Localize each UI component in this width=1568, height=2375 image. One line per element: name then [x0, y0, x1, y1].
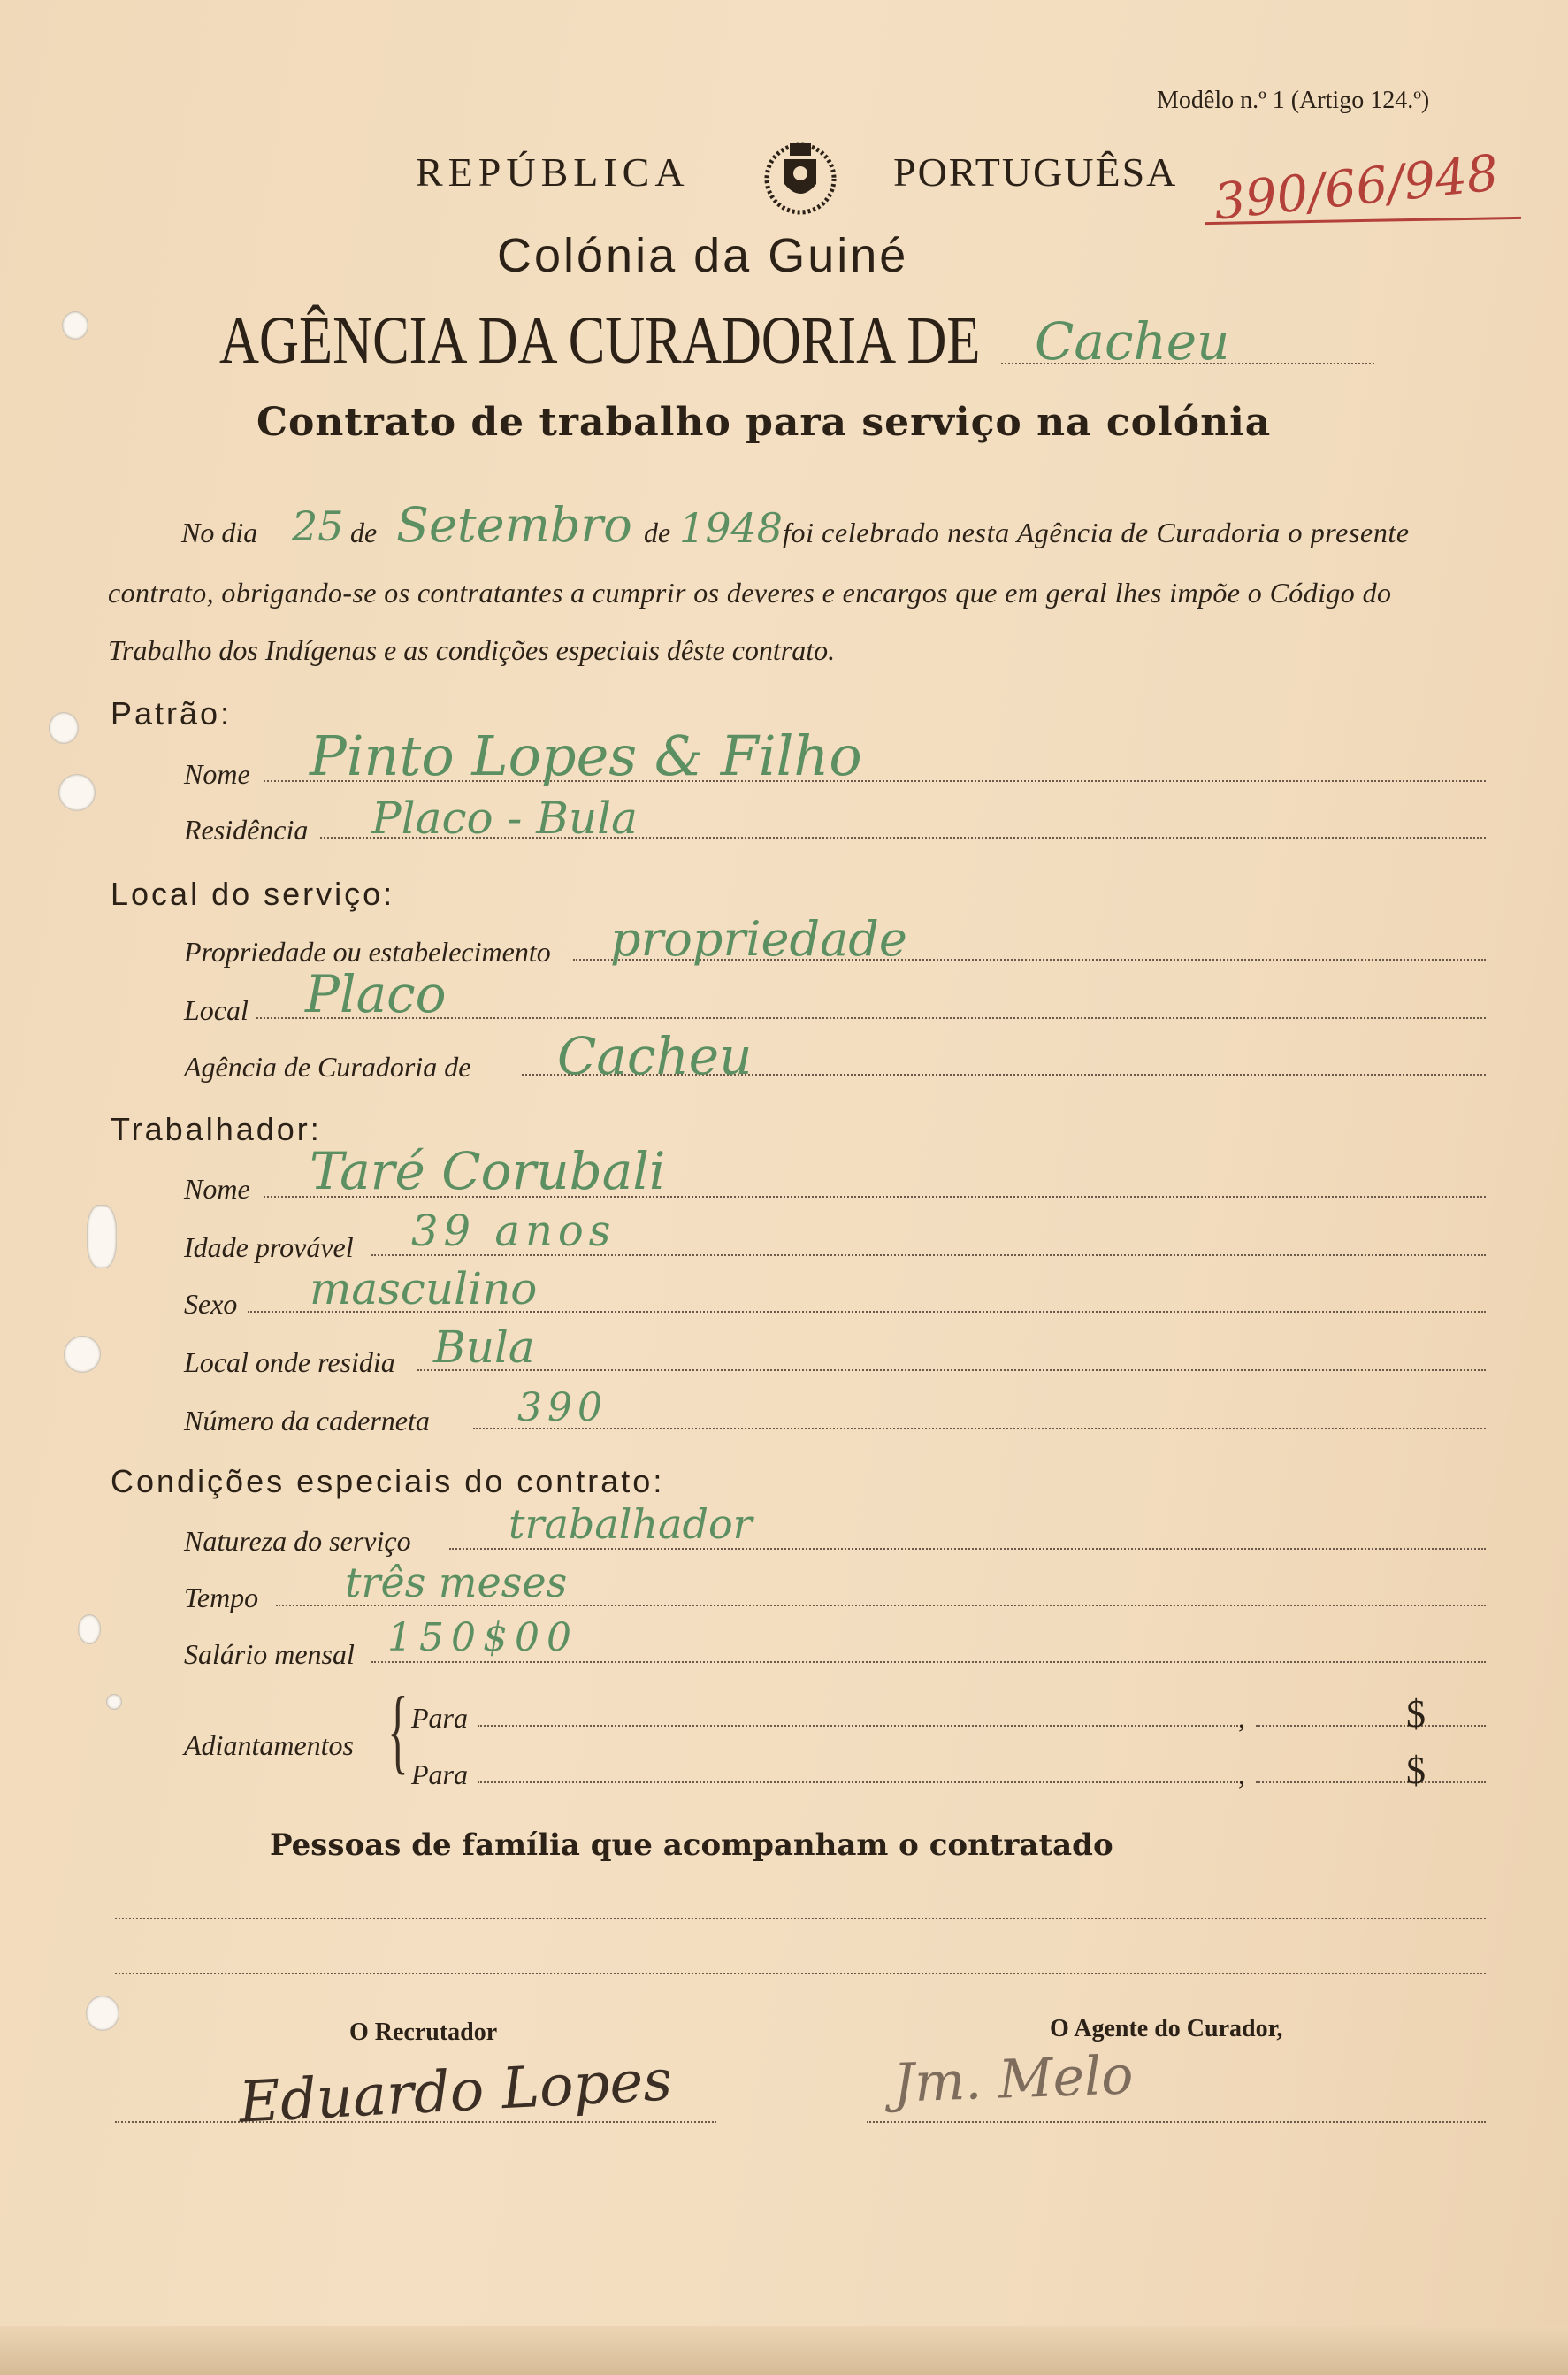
punch-hole: [106, 1694, 122, 1710]
residia-line: [417, 1369, 1486, 1371]
natureza-line: [449, 1548, 1486, 1550]
punch-hole: [86, 1996, 119, 2031]
para-comma-1: ,: [1238, 1702, 1245, 1734]
patrao-nome-label: Nome: [184, 758, 250, 790]
propriedade-value: propriedade: [610, 911, 907, 967]
recrutador-signature: Eduardo Lopes: [237, 2048, 674, 2136]
idade-label: Idade provável: [184, 1231, 354, 1263]
natureza-label: Natureza do serviço: [184, 1525, 411, 1557]
familia-line-1: [115, 1918, 1486, 1919]
agency-name: Cacheu: [1035, 311, 1230, 372]
patrao-heading: Patrão:: [111, 695, 233, 732]
agencia-value: Cacheu: [557, 1026, 753, 1086]
sexo-value: masculino: [310, 1263, 538, 1314]
local-value: Placo: [305, 964, 447, 1024]
intro-line3: Trabalho dos Indígenas e as condições especiais dêste contrato.: [108, 634, 836, 666]
para-comma-2: ,: [1238, 1758, 1245, 1790]
currency-sign-1: $: [1406, 1692, 1426, 1735]
trabalhador-nome-value: Taré Corubali: [310, 1141, 666, 1201]
idade-value: 39 anos: [411, 1207, 616, 1256]
propriedade-label: Propriedade ou estabelecimento: [184, 936, 551, 968]
caderneta-line: [473, 1428, 1486, 1429]
agencia-label: Agência de Curadoria de: [184, 1051, 471, 1083]
para-line-2: [478, 1781, 1238, 1783]
caderneta-value: 390: [517, 1385, 608, 1430]
coat-of-arms-icon: [747, 133, 853, 221]
condicoes-heading: Condições especiais do contrato:: [111, 1463, 665, 1499]
punch-hole: [62, 311, 88, 340]
local-label: Local: [184, 994, 249, 1026]
tempo-value: três meses: [345, 1559, 568, 1606]
reference-number: 390/66/948: [1211, 144, 1502, 232]
intro-month: Setembro: [396, 497, 632, 553]
model-number: Modêlo n.º 1 (Artigo 124.º): [1157, 87, 1430, 114]
adiantamentos-label: Adiantamentos: [184, 1729, 354, 1761]
intro-rest: foi celebrado nesta Agência de Curadoria o presente: [783, 517, 1410, 548]
para-label-2: Para: [411, 1758, 468, 1790]
republic-right: PORTUGUÊSA: [893, 149, 1178, 195]
residia-label: Local onde residia: [184, 1346, 395, 1378]
para-amount-line-2: [1256, 1781, 1486, 1783]
agente-signature-line: [867, 2121, 1486, 2123]
patrao-nome-value: Pinto Lopes & Filho: [310, 724, 862, 788]
punch-hole: [78, 1614, 101, 1644]
patrao-residencia-value: Placo - Bula: [371, 793, 638, 844]
agente-signature: Jm. Melo: [891, 2044, 1135, 2115]
natureza-value: trabalhador: [509, 1500, 753, 1548]
trabalhador-heading: Trabalhador:: [111, 1111, 322, 1147]
punch-hole: [58, 774, 96, 811]
residia-value: Bula: [433, 1322, 535, 1373]
punch-hole: [64, 1336, 101, 1373]
intro-de2: de: [644, 517, 671, 548]
sexo-label: Sexo: [184, 1288, 238, 1320]
tempo-label: Tempo: [184, 1582, 259, 1613]
trabalhador-nome-label: Nome: [184, 1173, 250, 1205]
intro-de1: de: [350, 517, 378, 548]
intro-no-dia: No dia: [181, 517, 258, 548]
caderneta-label: Número da caderneta: [184, 1405, 430, 1436]
familia-heading: Pessoas de família que acompanham o contratado: [270, 1827, 1113, 1863]
intro-line2: contrato, obrigando-se os contratantes a cumprir os deveres e encargos que em geral lhes impõe o Código do: [108, 577, 1392, 609]
currency-sign-2: $: [1406, 1749, 1426, 1792]
punch-hole: [49, 712, 79, 744]
para-label-1: Para: [411, 1702, 468, 1734]
adiantamentos-brace: {: [387, 1678, 409, 1783]
paper-bottom-edge: [0, 2326, 1568, 2375]
familia-line-2: [115, 1973, 1486, 1974]
local-servico-heading: Local do serviço:: [111, 876, 395, 912]
intro-day: 25: [292, 502, 344, 550]
para-amount-line-1: [1256, 1725, 1486, 1727]
recrutador-label: O Recrutador: [349, 2019, 498, 2046]
contract-title: Contrato de trabalho para serviço na colónia: [256, 400, 1272, 445]
para-line-1: [478, 1725, 1238, 1727]
salario-label: Salário mensal: [184, 1638, 355, 1670]
salario-value: 150$00: [387, 1615, 578, 1660]
agente-label: O Agente do Curador,: [1050, 2015, 1283, 2042]
patrao-residencia-label: Residência: [184, 814, 309, 846]
intro-year: 1948: [679, 504, 784, 552]
punch-hole: [87, 1205, 117, 1268]
salario-line: [371, 1661, 1486, 1663]
colony-title: Colónia da Guiné: [497, 229, 909, 282]
agency-title: AGÊNCIA DA CURADORIA DE: [219, 303, 981, 378]
republic-left: REPÚBLICA: [416, 149, 690, 195]
